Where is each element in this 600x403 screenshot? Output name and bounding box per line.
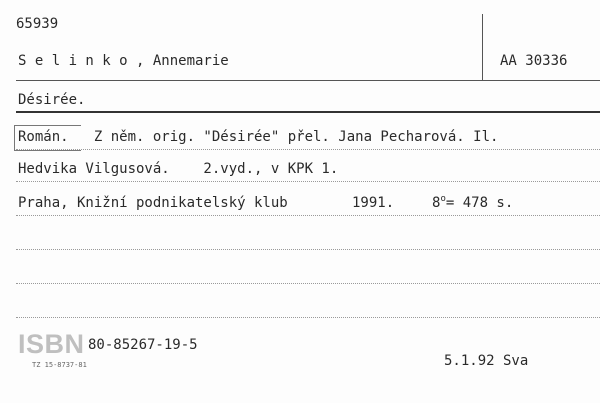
imprint-year: 1991. <box>352 195 395 211</box>
ruled-line <box>16 215 600 216</box>
isbn-logo: ISBN <box>18 329 85 359</box>
title-rule <box>16 111 600 113</box>
ruled-line <box>16 283 600 284</box>
call-number: AA 30336 <box>500 53 568 69</box>
card-number: 65939 <box>16 16 59 32</box>
title: Désirée. <box>18 92 86 108</box>
format-degree: o <box>440 194 446 204</box>
ruled-line <box>16 181 600 182</box>
description-line-1: Román. Z něm. orig. "Désirée" přel. Jana Pecharová. Il. <box>18 129 499 145</box>
date-signature: 5.1.92 Sva <box>444 353 529 369</box>
description-line-2: Hedvika Vilgusová. 2.vyd., v KPK 1. <box>18 161 339 177</box>
author-heading: S e l i n k o , Annemarie <box>18 53 229 69</box>
call-number-divider <box>482 14 483 80</box>
format-number: 8 <box>432 195 441 211</box>
printer-mark: TZ 15-8737-81 <box>32 361 87 369</box>
author-rule <box>16 80 600 81</box>
ruled-line <box>16 249 600 250</box>
imprint-place-publisher: Praha, Knižní podnikatelský klub <box>18 195 288 211</box>
isbn-number: 80-85267-19-5 <box>88 337 198 353</box>
ruled-line <box>16 149 600 150</box>
format-size <box>432 195 513 213</box>
ruled-line <box>16 317 600 318</box>
page-count: = 478 s. <box>445 195 514 211</box>
